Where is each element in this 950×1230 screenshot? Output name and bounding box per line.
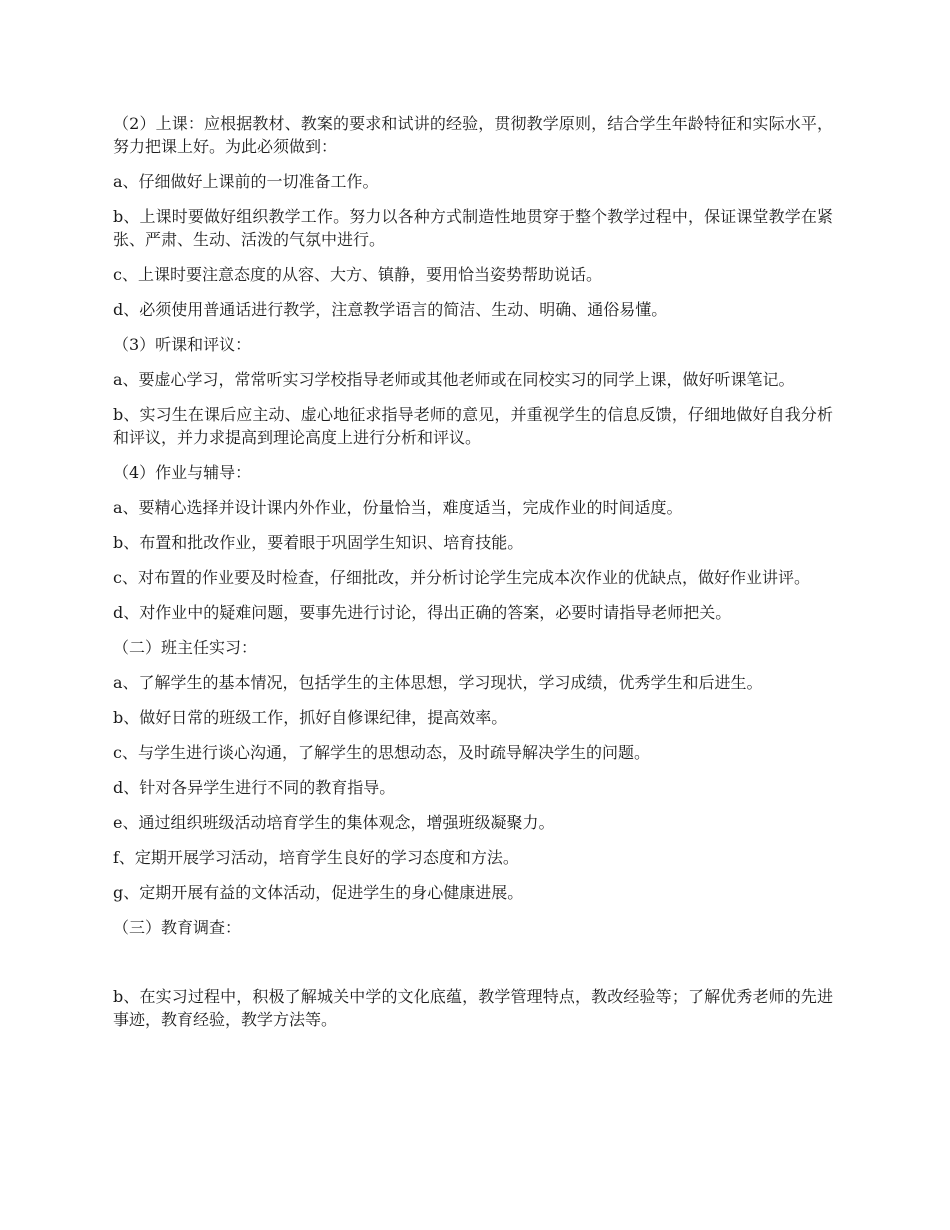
paragraph-item: c、与学生进行谈心沟通，了解学生的思想动态，及时疏导解决学生的问题。: [113, 743, 650, 762]
paragraph-lesson-heading: （2）上课：应根据教材、教案的要求和试讲的经验，贯彻教学原则，结合学生年龄特征和实际水平，努力把课上好。为此必须做到：: [113, 114, 833, 156]
paragraph-item: d、针对各异学生进行不同的教育指导。: [113, 778, 396, 797]
paragraph-item: b、在实习过程中，积极了解城关中学的文化底蕴，教学管理特点，教改经验等；了解优秀老师的先进事迹，教育经验，教学方法等。: [113, 987, 833, 1029]
paragraph-item: b、上课时要做好组织教学工作。努力以各种方式制造性地贯穿于整个教学过程中，保证课堂教学在紧张、严肃、生动、活泼的气氛中进行。: [113, 207, 833, 249]
paragraph-item: a、了解学生的基本情况，包括学生的主体思想，学习现状，学习成绩，优秀学生和后进生。: [113, 673, 763, 692]
paragraph-item: b、布置和批改作业，要着眼于巩固学生知识、培育技能。: [113, 533, 524, 552]
paragraph-item: c、上课时要注意态度的从容、大方、镇静，要用恰当姿势帮助说话。: [113, 265, 602, 284]
paragraph-item: f、定期开展学习活动，培育学生良好的学习态度和方法。: [113, 848, 519, 867]
paragraph-item: b、实习生在课后应主动、虚心地征求指导老师的意见，并重视学生的信息反馈，仔细地做好自我分析和评议，并力求提高到理论高度上进行分析和评议。: [113, 405, 833, 447]
paragraph-item: a、要虚心学习，常常听实习学校指导老师或其他老师或在同校实习的同学上课，做好听课笔记。: [113, 370, 795, 389]
paragraph-item: g、定期开展有益的文体活动，促进学生的身心健康进展。: [113, 883, 524, 902]
paragraph-item: a、要精心选择并设计课内外作业，份量恰当，难度适当，完成作业的时间适度。: [113, 498, 683, 517]
paragraph-item: a、仔细做好上课前的一切准备工作。: [113, 172, 379, 191]
document-page: [113, 112, 833, 1043]
paragraph-item: c、对布置的作业要及时检查，仔细批改，并分析讨论学生完成本次作业的优缺点，做好作业讲评。: [113, 568, 810, 587]
section-heading: （二）班主任实习：: [113, 638, 258, 657]
section-heading: （三）教育调查：: [113, 918, 242, 937]
section-heading: （3）听课和评议：: [113, 335, 252, 354]
paragraph-item: e、通过组织班级活动培育学生的集体观念，增强班级凝聚力。: [113, 813, 555, 832]
paragraph-item: b、做好日常的班级工作，抓好自修课纪律，提高效率。: [113, 708, 508, 727]
paragraph-item: d、对作业中的疑难问题，要事先进行讨论，得出正确的答案，必要时请指导老师把关。: [113, 603, 732, 622]
section-heading: （4）作业与辅导：: [113, 463, 252, 482]
paragraph-item: d、必须使用普通话进行教学，注意教学语言的简洁、生动、明确、通俗易懂。: [113, 300, 668, 319]
